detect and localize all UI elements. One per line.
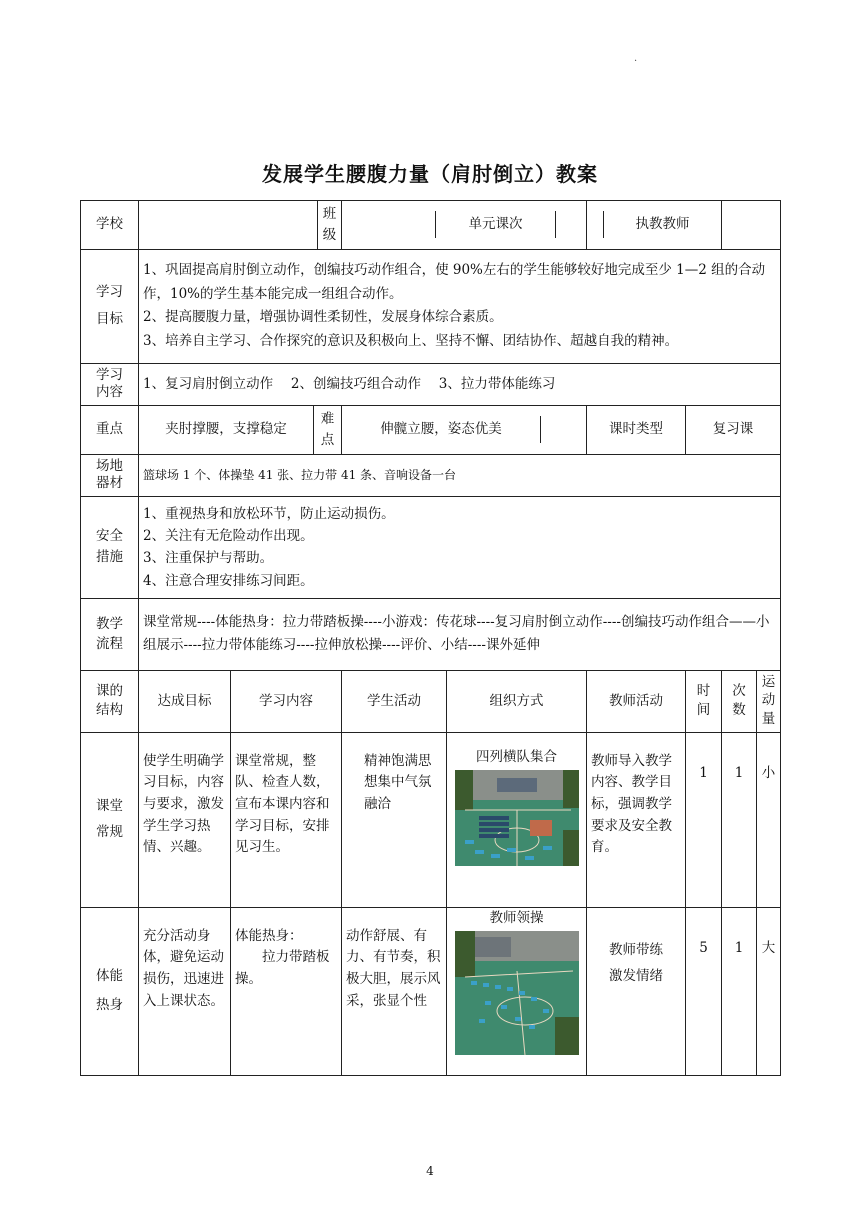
- unit-value: [556, 211, 587, 238]
- page-title: 发展学生腰腹力量（肩肘倒立）教案: [262, 162, 598, 186]
- col-load: [757, 670, 781, 732]
- objective-item-2: 2、提高腰腹力量，增强协调性柔韧性，发展身体综合素质。: [143, 309, 503, 326]
- teacher-value: [722, 201, 781, 250]
- row2-structure-text: 体能热身: [96, 967, 123, 1014]
- equipment-label-text: 场地器材: [96, 457, 123, 492]
- col-structure-text: 课的结构: [96, 683, 123, 719]
- content-text: 1、复习肩肘倒立动作 2、创编技巧组合动作 3、拉力带体能练习: [139, 363, 781, 405]
- row1-content: 课堂常规，整队、检查人数，宣布本课内容和学习目标，安排见习生。: [231, 732, 342, 907]
- equipment-label: [81, 454, 139, 496]
- col-content: 学习内容: [231, 670, 342, 732]
- school-label: 学校: [81, 201, 139, 250]
- row1-goal: 使学生明确学习目标，内容与要求，激发学生学习热情、兴趣。: [139, 732, 231, 907]
- row2-time: 5: [686, 907, 722, 1075]
- process-label-text: 教学流程: [96, 616, 123, 653]
- difficulty-value: 伸髋立腰，姿态优美: [380, 421, 502, 438]
- objective-item-3: 3、培养自主学习、合作探究的意识及积极向上、坚持不懈、团结协作、超越自我的精神。: [143, 332, 679, 349]
- col-organization: 组织方式: [447, 670, 587, 732]
- row1-time: 1: [686, 732, 722, 907]
- row2-content: [231, 907, 342, 1075]
- key-point-value: 夹肘撑腰，支撑稳定: [165, 421, 287, 438]
- teacher-label: 执教教师: [604, 211, 722, 238]
- formation-photo-image: [455, 770, 579, 866]
- col-time-text: 时间: [696, 683, 711, 718]
- row1-structure-text: 课堂常规: [96, 798, 123, 840]
- formation-photo: [455, 770, 579, 866]
- row1-teacher: 教师导入教学内容、教学目标，强调教学要求及安全教育。: [587, 732, 686, 907]
- class-label: 班级: [318, 201, 342, 249]
- warmup-photo: [455, 931, 579, 1027]
- row1-student: 精神饱满思想集中气氛融洽: [342, 732, 447, 907]
- equipment-text: 篮球场 1 个、体操垫 41 张、拉力带 41 条、音响设备一台: [139, 454, 781, 496]
- row1-times: 1: [722, 732, 757, 907]
- key-point-label: 重点: [81, 405, 139, 454]
- col-goal: 达成目标: [139, 670, 231, 732]
- row2-teacher: [587, 907, 686, 1075]
- row2-student: 动作舒展、有力、有节奏，积极大胆，展示风采，张显个性: [342, 907, 447, 1075]
- safety-label-text: 安全措施: [96, 527, 123, 566]
- content-label: [81, 363, 139, 405]
- row2-org-caption: 教师领操: [489, 909, 544, 926]
- row1-organization: [447, 732, 587, 907]
- safety-item-4: 4、注意合理安排练习间距。: [143, 572, 314, 589]
- safety-cell: [139, 496, 781, 598]
- objective-item-1: 1、巩固提高肩肘倒立动作，创编技巧动作组合，使 90%左右的学生能够较好地完成至少 1—2 组的合动作，10%的学生基本能完成一组组合动作。: [143, 262, 766, 302]
- warmup-photo-image: [455, 931, 579, 1055]
- objectives-label: [81, 249, 139, 363]
- row2-goal: 充分活动身体，避免运动损伤，迅速进入上课状态。: [139, 907, 231, 1075]
- row2-structure: [81, 907, 139, 1075]
- safety-item-1: 1、重视热身和放松环节，防止运动损伤。: [143, 505, 395, 522]
- row2-times: 1: [722, 907, 757, 1075]
- class-value: [342, 211, 436, 238]
- safety-item-3: 3、注重保护与帮助。: [143, 550, 274, 567]
- col-times-text: 次数: [732, 683, 746, 718]
- content-label-text: 学习内容: [96, 366, 123, 401]
- col-student: 学生活动: [342, 670, 447, 732]
- safety-item-2: 2、关注有无危险动作出现。: [143, 528, 314, 545]
- school-value: [139, 201, 318, 249]
- difficulty-label: 难点: [314, 406, 342, 454]
- col-teacher: 教师活动: [587, 670, 686, 732]
- safety-label: [81, 496, 139, 598]
- objectives-label-text: 学习目标: [96, 284, 123, 328]
- page-number: 4: [426, 1164, 434, 1178]
- row1-structure: [81, 732, 139, 907]
- col-load-text: 运动量: [761, 674, 776, 727]
- row1-org-caption: 四列横队集合: [476, 748, 557, 765]
- process-label: [81, 598, 139, 670]
- lesson-type-value: 复习课: [686, 405, 781, 454]
- row2-load: 大: [757, 907, 781, 1075]
- row2-teacher-text: 教师带练激发情绪: [609, 941, 663, 984]
- col-time: [686, 670, 722, 732]
- process-text: 课堂常规----体能热身：拉力带踏板操----小游戏：传花球----复习肩肘倒立动作----创编技巧动作组合——小组展示----拉力带体能练习----拉伸放松操----评价、小结----课外延伸: [139, 598, 781, 670]
- row2-organization: [447, 907, 587, 1075]
- row2-content-title: 体能热身：: [235, 927, 303, 944]
- col-times: [722, 670, 757, 732]
- row2-content-text: 拉力带踏板操。: [235, 949, 330, 988]
- lesson-type-label: 课时类型: [587, 405, 686, 454]
- col-structure: [81, 670, 139, 732]
- header-mark: ·: [634, 56, 638, 67]
- row1-load: 小: [757, 732, 781, 907]
- lesson-plan-table: [80, 200, 781, 1076]
- unit-label: 单元课次: [436, 211, 556, 238]
- objectives-cell: [139, 249, 781, 363]
